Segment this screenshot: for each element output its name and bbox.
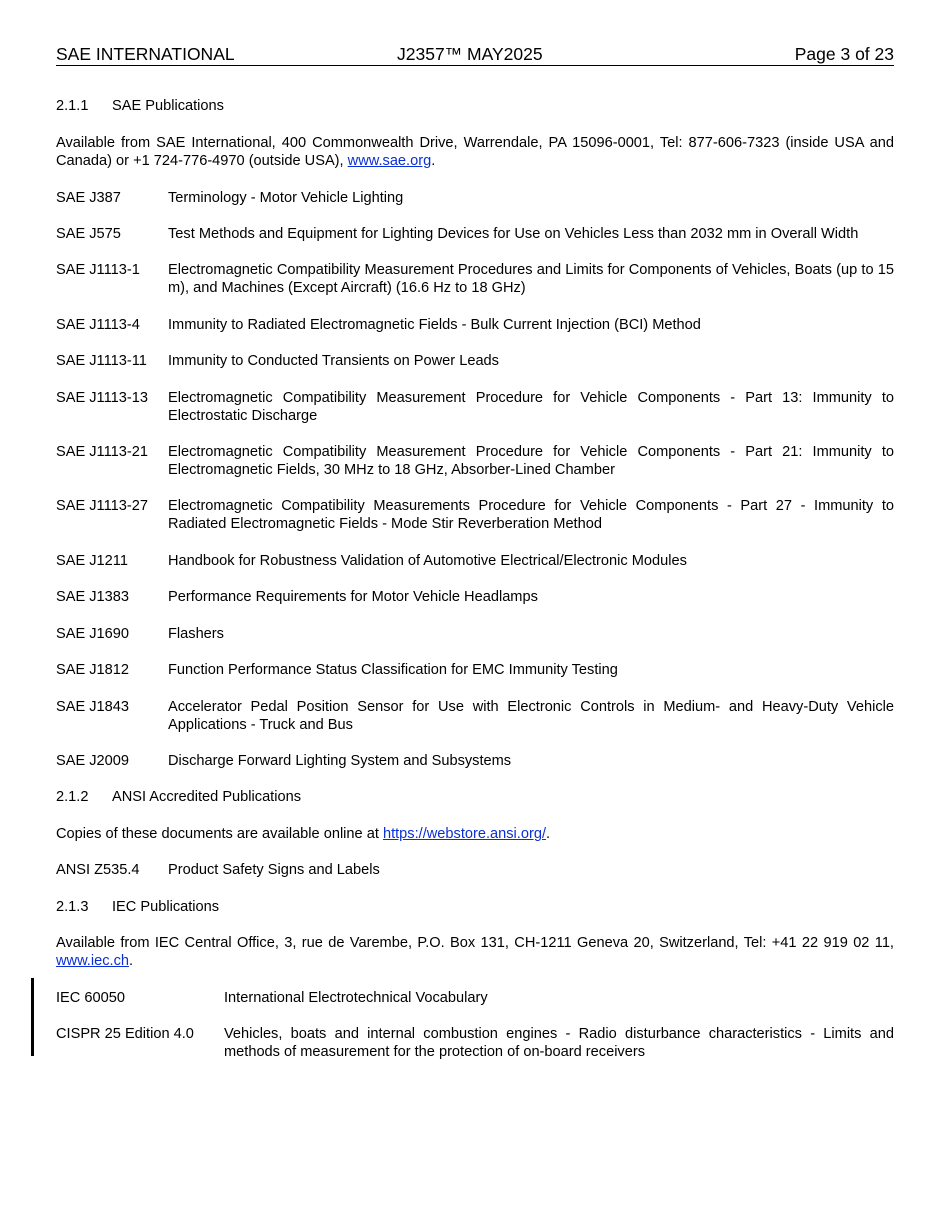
- reference-code: SAE J1211: [56, 553, 128, 569]
- reference-item: [56, 352, 894, 370]
- reference-title: Immunity to Conducted Transients on Power Leads: [168, 353, 499, 369]
- paragraph-text: Available from SAE International, 400 Commonwealth Drive, Warrendale, PA 15096-0001, Tel: 877-606-7323 (inside USA and Canada) or +1 724-776-4970 (outside USA),: [56, 135, 894, 169]
- revision-change-bar: [31, 978, 34, 1056]
- reference-code: SAE J1113-11: [56, 353, 147, 369]
- ansi-availability-paragraph: [56, 825, 894, 843]
- reference-code: SAE J1690: [56, 626, 130, 642]
- reference-title: Vehicles, boats and internal combustion engines - Radio disturbance characteristics - Limits and methods of measurement for the protection of on-board receivers: [224, 1026, 894, 1060]
- reference-item: [56, 189, 894, 207]
- reference-code: SAE J1843: [56, 699, 130, 715]
- reference-title: Terminology - Motor Vehicle Lighting: [168, 190, 404, 206]
- reference-title: Discharge Forward Lighting System and Subsystems: [168, 753, 512, 769]
- reference-item: [56, 261, 894, 297]
- reference-item: [56, 698, 894, 734]
- reference-code: SAE J387: [56, 190, 121, 206]
- section-number: 2.1.3: [56, 899, 89, 915]
- section-number: 2.1.2: [56, 789, 89, 805]
- iec-website-link[interactable]: www.iec.ch: [56, 953, 129, 969]
- reference-code: SAE J575: [56, 226, 121, 242]
- sae-website-link[interactable]: www.sae.org: [347, 153, 432, 169]
- reference-title: Accelerator Pedal Position Sensor for Use with Electronic Controls in Medium- and Heavy-Duty Vehicle Applications - Truck and Bus: [168, 699, 894, 733]
- header-doc-id: J2357™ MAY2025: [397, 44, 543, 64]
- section-title: ANSI Accredited Publications: [112, 789, 302, 805]
- section-heading-sae: [56, 97, 224, 115]
- paragraph-text: Copies of these documents are available online at: [56, 826, 383, 842]
- reference-title: Electromagnetic Compatibility Measurement Procedure for Vehicle Components - Part 21: Immunity to Electromagnetic Fields, 30 MHz to 18 GHz, Absorber-Lined Chamber: [168, 444, 894, 478]
- header-page-number: Page 3 of 23: [794, 44, 894, 64]
- reference-code: SAE J2009: [56, 753, 130, 769]
- reference-item: [56, 552, 894, 570]
- reference-item: [56, 989, 894, 1007]
- section-title: IEC Publications: [112, 899, 220, 915]
- reference-item: [56, 443, 894, 479]
- reference-item: [56, 497, 894, 533]
- paragraph-end: .: [431, 153, 436, 169]
- reference-title: Product Safety Signs and Labels: [168, 862, 380, 878]
- reference-code: SAE J1113-1: [56, 262, 140, 278]
- reference-code: SAE J1113-27: [56, 498, 148, 514]
- paragraph-end: .: [129, 953, 134, 969]
- sae-availability-paragraph: [56, 134, 894, 170]
- reference-title: Electromagnetic Compatibility Measurement Procedures and Limits for Components of Vehicles, Boats (up to 15 m), and Machines (Except Aircraft) (16.6 Hz to 18 GHz): [168, 262, 894, 296]
- reference-item: [56, 661, 894, 679]
- reference-item: [56, 225, 894, 243]
- reference-item: [56, 389, 894, 425]
- reference-item: [56, 316, 894, 334]
- reference-title: Electromagnetic Compatibility Measurements Procedure for Vehicle Components - Part 27 - Immunity to Radiated Electromagnetic Fields - Mode Stir Reverberation Method: [168, 498, 894, 532]
- reference-title: International Electrotechnical Vocabulary: [224, 990, 488, 1006]
- reference-item: [56, 588, 894, 606]
- section-title: SAE Publications: [112, 98, 224, 114]
- header-org: SAE INTERNATIONAL: [56, 44, 235, 64]
- section-number: 2.1.1: [56, 98, 89, 114]
- reference-code: ANSI Z535.4: [56, 862, 140, 878]
- reference-code: CISPR 25 Edition 4.0: [56, 1026, 194, 1042]
- ansi-webstore-link[interactable]: https://webstore.ansi.org/: [382, 826, 546, 842]
- section-heading-ansi: [56, 788, 301, 806]
- paragraph-text: Available from IEC Central Office, 3, rue de Varembe, P.O. Box 131, CH-1211 Geneva 20, Switzerland, Tel: +41 22 919 02 11,: [56, 935, 894, 951]
- reference-code: SAE J1113-21: [56, 444, 148, 460]
- reference-title: Electromagnetic Compatibility Measurement Procedure for Vehicle Components - Part 13: Immunity to Electrostatic Discharge: [168, 390, 894, 424]
- reference-title: Immunity to Radiated Electromagnetic Fields - Bulk Current Injection (BCI) Method: [168, 317, 701, 333]
- reference-item: [56, 752, 894, 770]
- reference-title: Test Methods and Equipment for Lighting Devices for Use on Vehicles Less than 2032 mm in Overall Width: [168, 226, 859, 242]
- reference-code: SAE J1113-4: [56, 317, 140, 333]
- reference-code: IEC 60050: [56, 990, 125, 1006]
- section-heading-iec: [56, 898, 219, 916]
- reference-code: SAE J1383: [56, 589, 130, 605]
- reference-code: SAE J1113-13: [56, 390, 148, 406]
- reference-code: SAE J1812: [56, 662, 130, 678]
- reference-title: Performance Requirements for Motor Vehicle Headlamps: [168, 589, 538, 605]
- paragraph-end: .: [546, 826, 551, 842]
- page-header: [56, 44, 894, 66]
- reference-title: Function Performance Status Classification for EMC Immunity Testing: [168, 662, 618, 678]
- reference-title: Flashers: [168, 626, 224, 642]
- reference-title: Handbook for Robustness Validation of Automotive Electrical/Electronic Modules: [168, 553, 687, 569]
- reference-item: [56, 1025, 894, 1061]
- reference-item: [56, 625, 894, 643]
- iec-availability-paragraph: [56, 934, 894, 970]
- reference-item: [56, 861, 894, 879]
